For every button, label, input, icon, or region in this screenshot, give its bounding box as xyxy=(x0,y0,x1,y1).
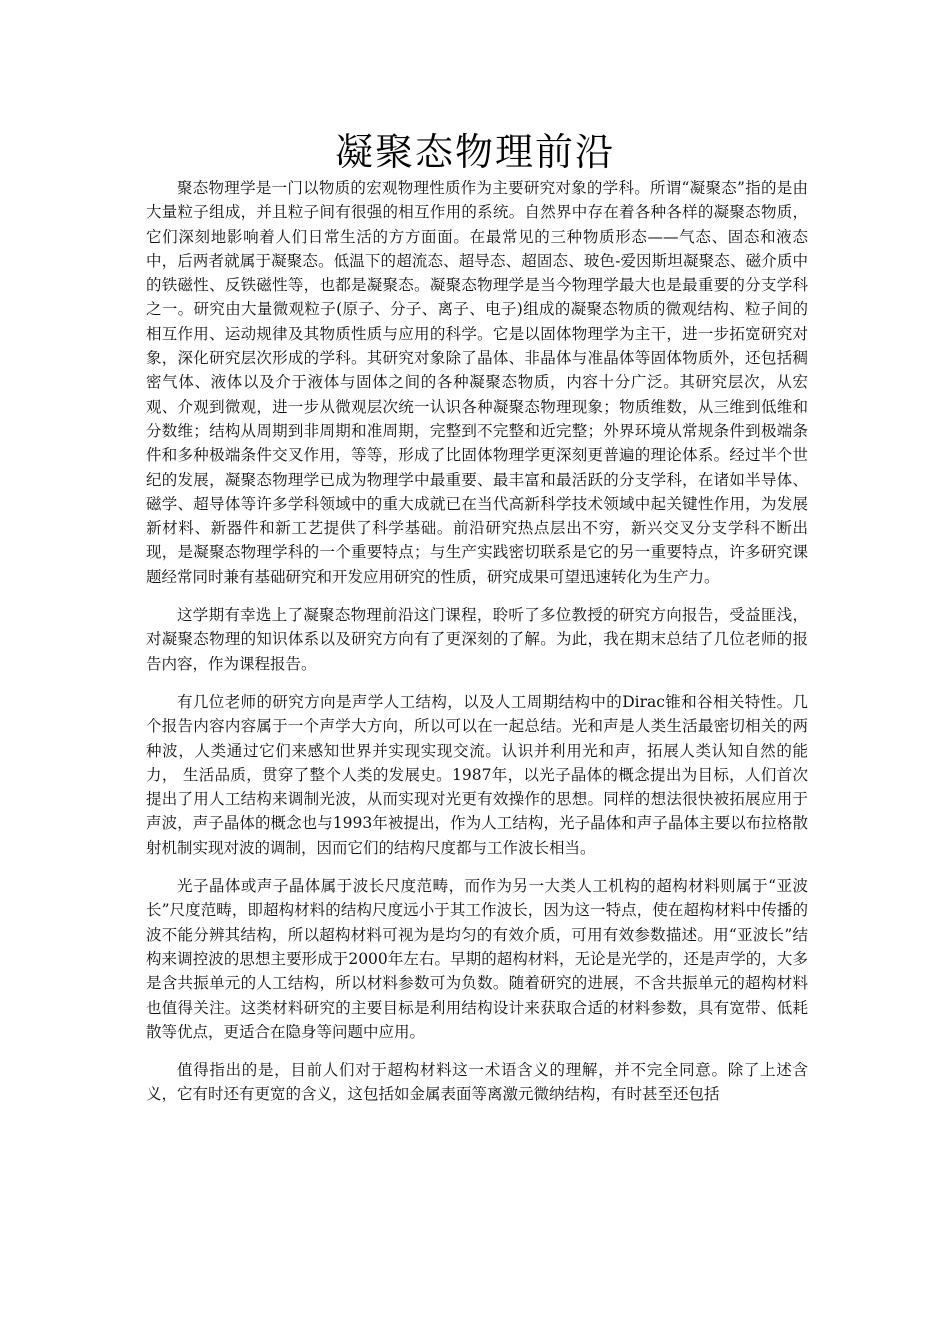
paragraph-course: 这学期有幸选上了凝聚态物理前沿这门课程，聆听了多位教授的研究方向报告，受益匪浅，对凝聚态物理的知识体系以及研究方向有了更深刻的了解。为此，我在期末总结了几位老师的报告内容，作为课程报告。 xyxy=(146,606,808,673)
paragraph-metamaterial: 光子晶体或声子晶体属于波长尺度范畴，而作为另一大类人工机构的超构材料则属于“亚波长”尺度范畴，即超构材料的结构尺度远小于其工作波长，因为这一特点，使在超构材料中传播的波不能分辨其结构，所以超构材料可视为是均匀的有效介质，可用有效参数描述。用“亚波长”结构来调控波的思想主要形成于2000年左右。早期的超构材料，无论是光学的，还是声学的，大多是含共振单元的人工结构，所以材料参数可为负数。随着研究的进展，不含共振单元的超构材料也值得关注。这类材料研究的主要目标是利用结构设计来获取合适的材料参数，具有宽带、低耗散等优点，更适合在隐身等问题中应用。 xyxy=(146,877,808,1041)
paragraph-intro: 聚态物理学是一门以物质的宏观物理性质作为主要研究对象的学科。所谓“凝聚态”指的是由大量粒子组成，并且粒子间有很强的相互作用的系统。自然界中存在着各种各样的凝聚态物质，它们深刻地影响着人们日常生活的方方面面。在最常见的三种物质形态——气态、固态和液态中，后两者就属于凝聚态。低温下的超流态、超导态、超固态、玻色-爱因斯坦凝聚态、磁介质中的铁磁性、反铁磁性等，也都是凝聚态。凝聚态物理学是当今物理学最大也是最重要的分支学科之一。研究由大量微观粒子(原子、分子、离子、电子)组成的凝聚态物质的微观结构、粒子间的相互作用、运动规律及其物质性质与应用的科学。它是以固体物理学为主干，进一步拓宽研究对象，深化研究层次形成的学科。其研究对象除了晶体、非晶体与准晶体等固体物质外，还包括稠密气体、液体以及介于液体与固体之间的各种凝聚态物质，内容十分广泛。其研究层次，从宏观、介观到微观，进一步从微观层次统一认识各种凝聚态物理现象；物质维数，从三维到低维和分数维；结构从周期到非周期和准周期，完整到不完整和近完整；外界环境从常规条件到极端条件和多种极端条件交叉作用，等等，形成了比固体物理学更深刻更普遍的理论体系。经过半个世纪的发展，凝聚态物理学已成为物理学中最重要、最丰富和最活跃的分支学科，在诸如半导体、磁学、超导体等许多学科领域中的重大成就已在当代高新科学技术领域中起关键性作用，为发展新材料、新器件和新工艺提供了科学基础。前沿研究热点层出不穷，新兴交叉分支学科不断出现，是凝聚态物理学科的一个重要特点；与生产实践密切联系是它的另一重要特点，许多研究课题经常同时兼有基础研究和开发应用研究的性质，研究成果可望迅速转化为生产力。 xyxy=(146,179,808,586)
paragraph-definition: 值得指出的是，目前人们对于超构材料这一术语含义的理解，并不完全同意。除了上述含义，它有时还有更宽的含义，这包括如金属表面等离激元微纳结构，有时甚至还包括 xyxy=(146,1061,808,1104)
paragraph-acoustic: 有几位老师的研究方向是声学人工结构，以及人工周期结构中的Dirac锥和谷相关特性。几个报告内容内容属于一个声学大方向，所以可以在一起总结。光和声是人类生活最密切相关的两种波，人类通过它们来感知世界并实现实现交流。认识并利用光和声，拓展人类认知自然的能力， 生活品质，贯穿了整个人类的发展史。1987年，以光子晶体的概念提出为目标，人们首次提出了用人工结构来调制光波，从而实现对光更有效操作的思想。同样的想法很快被拓展应用于声波，声子晶体的概念也与1993年被提出，作为人工结构，光子晶体和声子晶体主要以布拉格散射机制实现对波的调制，因而它们的结构尺度都与工作波长相当。 xyxy=(146,692,808,857)
document-body xyxy=(146,176,808,1121)
document-title: 凝聚态物理前沿 xyxy=(334,130,615,174)
